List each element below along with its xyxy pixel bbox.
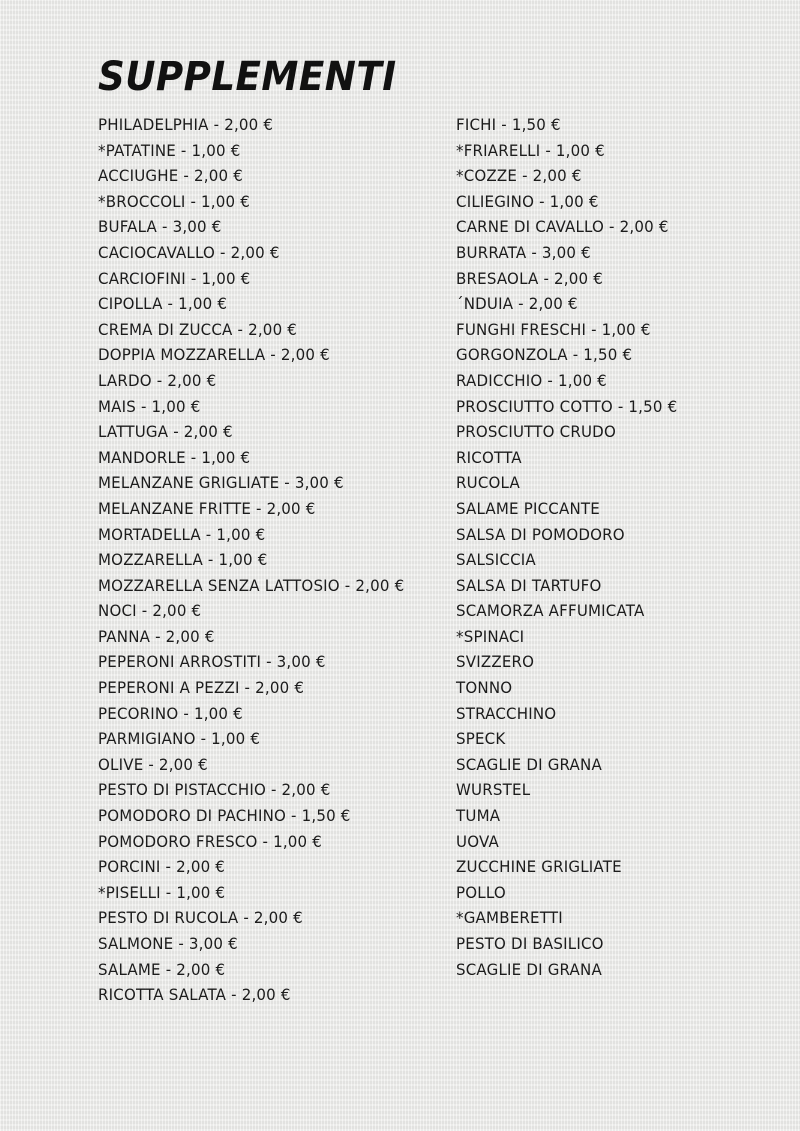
supplement-list-right [456,112,692,982]
supplement-item: PARMIGIANO - 1,00 € [98,729,261,749]
supplement-item: SALAME - 2,00 € [98,959,226,979]
supplement-item: MAIS - 1,00 € [98,396,201,416]
supplement-item: PESTO DI PISTACCHIO - 2,00 € [98,780,331,800]
supplement-item: PECORINO - 1,00 € [98,703,243,723]
supplement-item: PESTO DI RUCOLA - 2,00 € [98,908,303,928]
supplement-item: PEPERONI A PEZZI - 2,00 € [98,678,305,698]
supplement-item: LARDO - 2,00 € [98,370,217,390]
supplement-item: NOCI - 2,00 € [98,601,202,621]
supplement-item: BUFALA - 3,00 € [98,217,222,237]
supplement-item: ´NDUIA - 2,00 € [456,294,578,314]
supplement-item: OLIVE - 2,00 € [98,754,208,774]
supplement-item: POLLO [456,882,506,902]
supplement-item: CREMA DI ZUCCA - 2,00 € [98,319,298,339]
supplement-item: SALMONE - 3,00 € [98,934,238,953]
supplement-item: PHILADELPHIA - 2,00 € [98,115,274,134]
supplement-item: FICHI - 1,50 € [456,115,561,134]
supplement-item: BRESAOLA - 2,00 € [456,268,604,288]
supplement-item: LATTUGA - 2,00 € [98,422,233,442]
supplement-item: TONNO [456,678,513,698]
supplement-item: *PISELLI - 1,00 € [98,882,226,902]
supplement-item: SPECK [456,729,506,749]
supplement-item: SALSA DI POMODORO [456,524,625,544]
supplement-item: CIPOLLA - 1,00 € [98,294,228,314]
supplement-item: MOZZARELLA - 1,00 € [98,550,268,570]
supplement-item: PANNA - 2,00 € [98,626,215,646]
supplement-item: SALAME PICCANTE [456,498,600,518]
supplement-item: *FRIARELLI - 1,00 € [456,140,605,160]
supplement-item: STRACCHINO [456,703,557,723]
supplement-item: MELANZANE GRIGLIATE - 3,00 € [98,473,344,493]
supplement-item: SALSICCIA [456,550,536,570]
supplement-item: POMODORO FRESCO - 1,00 € [98,831,323,851]
supplement-item: RADICCHIO - 1,00 € [456,370,607,390]
supplement-item: PROSCIUTTO COTTO - 1,50 € [456,396,678,416]
supplement-item: TUMA [456,806,501,826]
supplement-item: SVIZZERO [456,652,535,672]
supplement-item: CACIOCAVALLO - 2,00 € [98,242,280,262]
supplement-item: RICOTTA SALATA - 2,00 € [98,985,291,1005]
supplement-item: CILIEGINO - 1,00 € [456,191,599,211]
supplement-item: PESTO DI BASILICO [456,934,604,953]
supplement-item: MANDORLE - 1,00 € [98,447,251,467]
supplement-item: *GAMBERETTI [456,908,563,928]
supplement-item: *COZZE - 2,00 € [456,166,582,186]
supplement-item: DOPPIA MOZZARELLA - 2,00 € [98,345,330,365]
supplement-item: UOVA [456,831,499,851]
supplement-item: *SPINACI [456,626,525,646]
supplement-item: RICOTTA [456,447,522,467]
supplement-item: SCAMORZA AFFUMICATA [456,601,645,621]
supplement-item: *PATATINE - 1,00 € [98,140,241,160]
supplement-list-left [98,112,424,1008]
supplement-item: SALSA DI TARTUFO [456,575,602,595]
supplement-item: GORGONZOLA - 1,50 € [456,345,633,365]
supplement-item: POMODORO DI PACHINO - 1,50 € [98,806,351,826]
supplement-item: WURSTEL [456,780,531,800]
page-title: SUPPLEMENTI [98,54,397,100]
supplement-item: PROSCIUTTO CRUDO [456,422,616,442]
supplement-item: RUCOLA [456,473,520,493]
supplement-item: FUNGHI FRESCHI - 1,00 € [456,319,651,339]
supplement-item: ZUCCHINE GRIGLIATE [456,857,622,877]
supplement-item: MOZZARELLA SENZA LATTOSIO - 2,00 € [98,575,405,595]
supplement-item: MORTADELLA - 1,00 € [98,524,266,544]
supplement-item: SCAGLIE DI GRANA [456,754,602,774]
supplement-item: MELANZANE FRITTE - 2,00 € [98,498,316,518]
supplement-item: CARCIOFINI - 1,00 € [98,268,251,288]
supplement-item: BURRATA - 3,00 € [456,242,591,262]
supplement-item: CARNE DI CAVALLO - 2,00 € [456,217,669,237]
supplement-item: PEPERONI ARROSTITI - 3,00 € [98,652,326,672]
supplement-item: ACCIUGHE - 2,00 € [98,166,243,186]
supplement-item: *BROCCOLI - 1,00 € [98,191,251,211]
supplement-item: PORCINI - 2,00 € [98,857,226,877]
supplement-item: SCAGLIE DI GRANA [456,959,602,979]
